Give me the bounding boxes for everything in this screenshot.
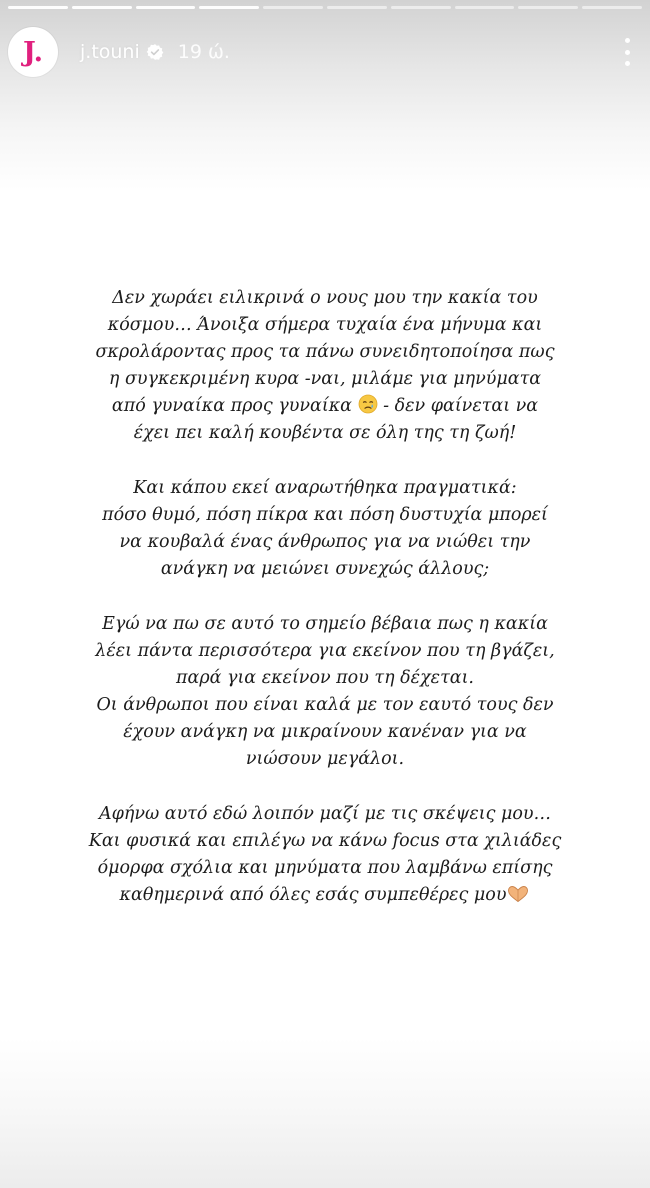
story-bottom-shade — [0, 1038, 650, 1188]
story-line: ανάγκη να μειώνει συνεχώς άλλους; — [160, 559, 490, 579]
story-text — [40, 285, 610, 937]
progress-segment — [72, 6, 132, 9]
story-line: η συγκεκριμένη κυρα -ναι, μιλάμε για μηνύματα — [108, 369, 542, 389]
heart-hands-emoji — [506, 885, 530, 903]
story-line: κόσμου… Άνοιξα σήμερα τυχαία ένα μήνυμα και — [107, 315, 543, 335]
story-line: έχουν ανάγκη να μικραίνουν κανέναν για να — [123, 722, 527, 742]
story-paragraph-1 — [40, 285, 610, 447]
story-line: Και φυσικά και επιλέγω να κάνω focus στα χιλιάδες — [88, 831, 562, 851]
story-line: Και κάπου εκεί αναρωτήθηκα πραγματικά: — [133, 478, 517, 498]
progress-segment — [263, 6, 323, 9]
story-line: παρά για εκείνον που τη δέχεται. — [176, 668, 474, 688]
story-line: Εγώ να πω σε αυτό το σημείο βέβαια πως η κακία — [102, 614, 548, 634]
progress-segment — [518, 6, 578, 9]
story-line: έχει πει καλή κουβέντα σε όλη της τη ζωή! — [133, 423, 517, 443]
story-line-part: από γυναίκα προς γυναίκα — [111, 396, 352, 416]
progress-segment — [391, 6, 451, 9]
story-progress-bar — [8, 6, 642, 9]
avatar[interactable] — [8, 27, 58, 77]
story-line-with-emoji — [40, 393, 610, 420]
story-line-part: - δεν φαίνεται να — [377, 396, 539, 416]
story-line-with-emoji — [40, 882, 610, 909]
story-paragraph-4 — [40, 801, 610, 909]
username-link[interactable]: j.touni — [80, 41, 140, 63]
story-line: νιώσουν μεγάλοι. — [245, 749, 405, 769]
progress-segment — [327, 6, 387, 9]
verified-badge-icon — [146, 43, 164, 61]
progress-segment — [136, 6, 196, 9]
story-line: σκρολάροντας προς τα πάνω συνειδητοποίησα πως — [95, 342, 555, 362]
story-timestamp: 19 ώ. — [177, 41, 230, 63]
avatar-logo: J. — [22, 36, 44, 68]
more-options-icon[interactable] — [622, 38, 632, 66]
crying-face-emoji — [358, 394, 378, 414]
story-line: Οι άνθρωποι που είναι καλά με τον εαυτό τους δεν — [96, 695, 554, 715]
story-line: Αφήνω αυτό εδώ λοιπόν μαζί με τις σκέψεις μου… — [98, 804, 552, 824]
progress-segment — [199, 6, 259, 9]
story-line: όμορφα σχόλια και μηνύματα που λαμβάνω επίσης — [97, 858, 553, 878]
story-paragraph-3 — [40, 611, 610, 773]
story-line: λέει πάντα περισσότερα για εκείνον που τη βγάζει, — [95, 641, 555, 661]
story-paragraph-2 — [40, 475, 610, 583]
story-line: να κουβαλά ένας άνθρωπος για να νιώθει την — [119, 532, 531, 552]
story-line: Δεν χωράει ειλικρινά ο νους μου την κακία του — [112, 288, 538, 308]
story-line-part: καθημερινά από όλες εσάς συμπεθέρες μου — [119, 885, 507, 905]
progress-segment — [582, 6, 642, 9]
progress-segment — [8, 6, 68, 9]
story-header — [8, 26, 642, 78]
story-line: πόσο θυμό, πόση πίκρα και πόση δυστυχία μπορεί — [102, 505, 548, 525]
progress-segment — [455, 6, 515, 9]
